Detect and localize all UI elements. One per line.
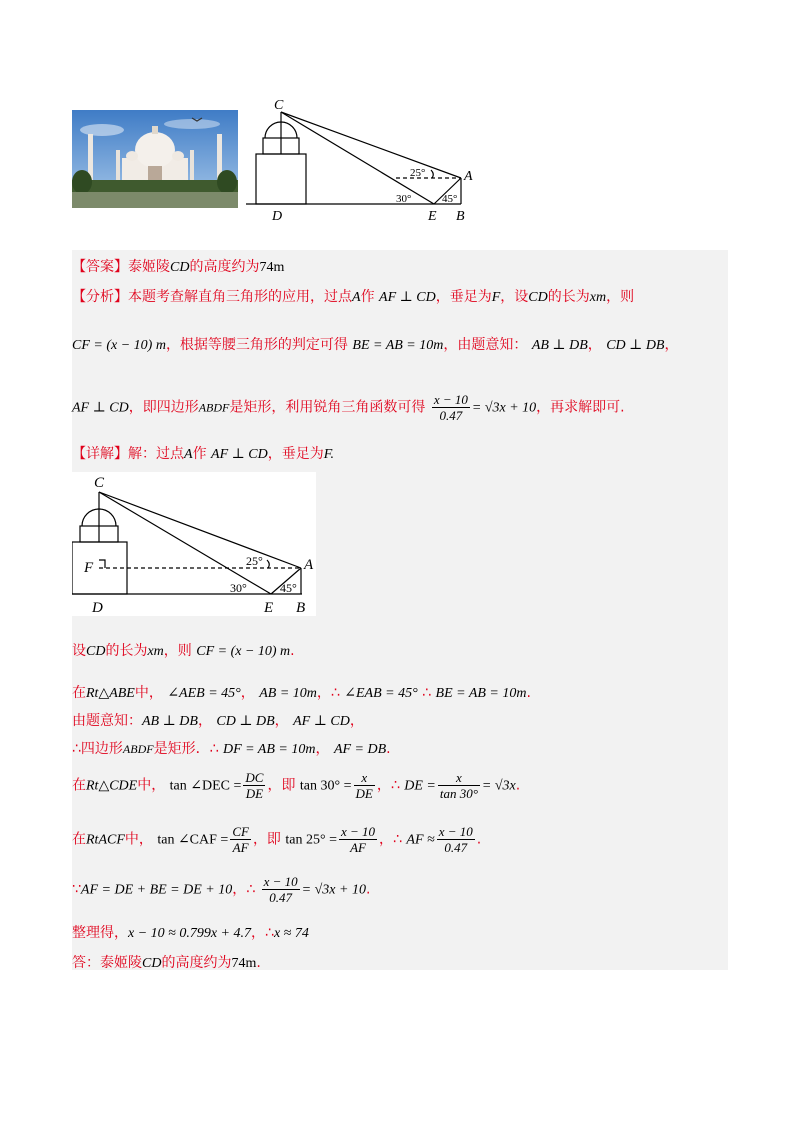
geometry-figure-2 xyxy=(72,472,316,616)
angle-25-2: 25° xyxy=(246,554,263,568)
detail-line-1: 【详解】解：过点A作 AF ⊥ CD，垂足为F. xyxy=(72,446,334,462)
fraction: $\frac{x - 10}{0.47}$ xyxy=(438,824,473,855)
detail-step-7: ∵AF = DE + BE = DE + 10，∴ $\frac{x - 10}{0.47}$ = √3x + 10. xyxy=(72,874,371,905)
angle-30: 30° xyxy=(396,193,412,205)
fraction: $\frac{DC}{DE}$ xyxy=(245,770,264,801)
label-e: E xyxy=(428,209,437,224)
answer-tag: 【答案】 xyxy=(72,259,128,275)
angle-30-2: 30° xyxy=(230,581,247,595)
analysis-line-1: 【分析】本题考查解直角三角形的应用，过点A作 AF ⊥ CD，垂足为F，设CD的长为xm，则 xyxy=(72,289,635,305)
angle-45: 45° xyxy=(442,193,458,205)
detail-step-3: 由题意知：AB ⊥ DB， CD ⊥ DB， AF ⊥ CD， xyxy=(72,713,364,729)
fraction: $\frac{x - 10}{0.47}$ xyxy=(263,874,298,905)
label-a-2: A xyxy=(304,557,314,573)
analysis-line-2: CF = (x − 10) m，根据等腰三角形的判定可得 BE = AB = 10m，由题意知： AB ⊥ DB， CD ⊥ DB， xyxy=(72,337,679,353)
taj-mahal-photo xyxy=(72,110,238,208)
detail-step-1: 设CD的长为xm，则 CF = (x − 10) m. xyxy=(72,643,295,659)
detail-tag: 【详解】 xyxy=(72,446,128,462)
answer-line: 【答案】泰姬陵CD的高度约为74m xyxy=(72,259,285,275)
label-a: A xyxy=(464,169,473,184)
label-c-2: C xyxy=(94,475,105,491)
detail-step-6: 在RtACF中， tan ∠CAF = $\frac{CF}{AF}$ ，即 tan 25° = $\frac{x - 10}{AF}$ ，∴ AF ≈ $\frac{x - 10}{0.47}$ . xyxy=(72,824,482,855)
label-c: C xyxy=(274,98,284,113)
angle-45-2: 45° xyxy=(280,581,297,595)
fraction: $\frac{CF}{AF}$ xyxy=(232,824,249,855)
analysis-line-3: AF ⊥ CD，即四边形ABDF是矩形，利用锐角三角函数可得 $\frac{x - 10}{0.47}$ = √3x + 10，再求解即可. xyxy=(72,392,625,423)
geometry-figure-1 xyxy=(246,96,486,226)
label-f-2: F xyxy=(84,560,94,576)
label-d: D xyxy=(272,209,283,224)
fraction: $\frac{x}{\tan 30^\circ}$ xyxy=(439,770,478,801)
detail-step-4: ∴四边形ABDF是矩形．∴ DF = AB = 10m， AF = DB. xyxy=(72,741,391,757)
detail-step-5: 在Rt△CDE中， tan ∠DEC = $\frac{DC}{DE}$ ，即 tan 30° = $\frac{x}{DE}$ ，∴ DE = $\frac{x}{\tan 30^\circ}$ = √3x. xyxy=(72,770,521,801)
detail-step-8: 整理得，x − 10 ≈ 0.799x + 4.7，∴x ≈ 74 xyxy=(72,925,309,941)
fraction: $\frac{x}{DE}$ xyxy=(355,770,373,801)
label-b-2: B xyxy=(296,600,306,616)
angle-25: 25° xyxy=(410,167,426,179)
fraction: $\frac{x - 10}{AF}$ xyxy=(341,824,376,855)
label-b: B xyxy=(456,209,465,224)
label-e-2: E xyxy=(264,600,274,616)
detail-step-2: 在Rt△ABE中， ∠AEB = 45°， AB = 10m，∴ ∠EAB = 45° ∴ BE = AB = 10m. xyxy=(72,685,531,701)
label-d-2: D xyxy=(92,600,103,616)
fraction: $\frac{x - 10}{0.47}$ xyxy=(433,392,468,423)
detail-step-9: 答：泰姬陵CD的高度约为74m. xyxy=(72,955,261,971)
analysis-tag: 【分析】 xyxy=(72,289,128,305)
